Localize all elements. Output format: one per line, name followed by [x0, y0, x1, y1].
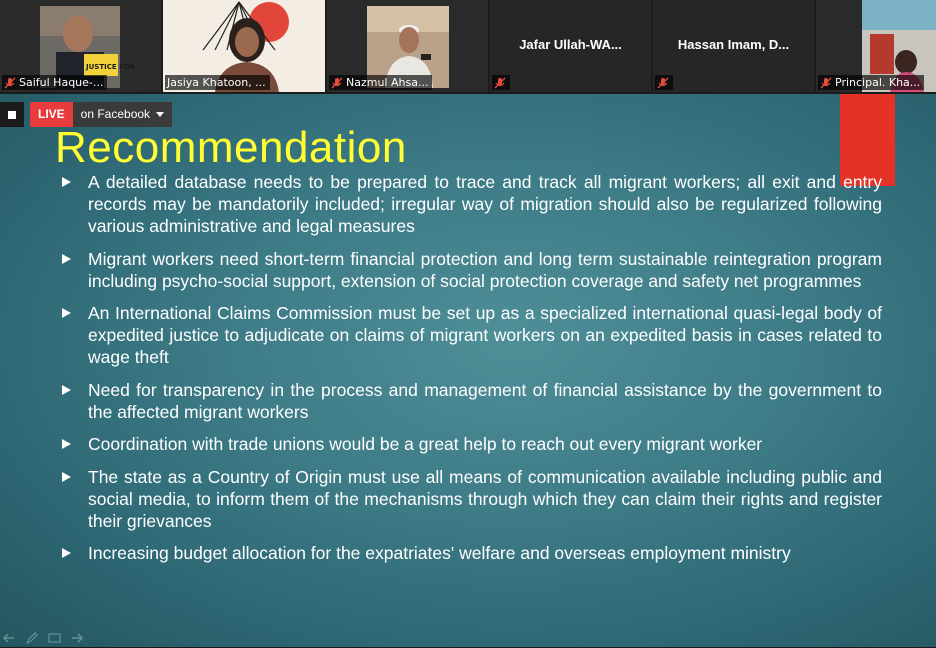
participant-tile-4[interactable]: [490, 0, 651, 92]
mic-muted-icon: [494, 77, 506, 89]
participant-name: Jasiya Khatoon, ...: [167, 76, 266, 89]
banner-text: JUSTICE FOR: [86, 63, 136, 71]
participant-name: Principal. Kha...: [835, 76, 921, 89]
pen-icon[interactable]: [25, 629, 38, 641]
slides-overview-icon[interactable]: [48, 629, 61, 641]
live-destination-label: on Facebook: [80, 107, 151, 121]
participant-tile-2[interactable]: [163, 0, 325, 92]
list-item: [60, 248, 882, 292]
mic-muted-icon: [657, 77, 669, 89]
participant-tile-3[interactable]: [327, 0, 488, 92]
participant-nameplate: [165, 75, 270, 90]
bullet-arrow-icon: [62, 548, 71, 558]
participant-display-name: Hassan Imam, D...: [677, 37, 790, 52]
bullet-arrow-icon: [62, 177, 71, 187]
participant-nameplate: [2, 75, 107, 90]
list-item-text: The state as a Country of Origin must use all means of communication available including public and social media, to inform them of the mechanisms through which they can claim their rights and register their grievances: [88, 466, 882, 531]
bullet-arrow-icon: [62, 254, 71, 264]
slideshow-toolbar: [2, 629, 84, 641]
stop-stream-button[interactable]: [0, 102, 24, 127]
stop-icon: [8, 111, 16, 119]
participant-tile-5[interactable]: [653, 0, 814, 92]
list-item: [60, 171, 882, 237]
mic-muted-icon: [820, 77, 832, 89]
list-item: [60, 379, 882, 423]
list-item: [60, 433, 882, 455]
list-item-text: Migrant workers need short-term financial protection and long term sustainable reintegration program including psycho-social support, extension of social protection coverage and safety net programmes: [88, 248, 882, 291]
participant-nameplate: [329, 75, 432, 90]
participant-nameplate: [655, 75, 673, 90]
list-item-text: Need for transparency in the process and management of financial assistance by the government to the affected migrant workers: [88, 379, 882, 422]
participant-tile-6[interactable]: [816, 0, 936, 92]
bullet-arrow-icon: [62, 308, 71, 318]
participant-name: Nazmul Ahsa...: [346, 76, 429, 89]
bullet-arrow-icon: [62, 472, 71, 482]
mic-muted-icon: [4, 77, 16, 89]
list-item: [60, 302, 882, 368]
caret-down-icon: [156, 112, 164, 117]
list-item-text: A detailed database needs to be prepared to trace and track all migrant workers; all exit and entry records may be mandatorily included; irregular way of migration should also be regularized following various administrative and legal measures: [88, 172, 882, 236]
participant-name: Saiful Haque-...: [19, 76, 104, 89]
participant-nameplate: [818, 75, 924, 90]
next-slide-icon[interactable]: [71, 629, 84, 641]
participant-strip: [0, 0, 936, 94]
mic-muted-icon: [331, 77, 343, 89]
bullet-arrow-icon: [62, 385, 71, 395]
list-item-text: Coordination with trade unions would be a great help to reach out every migrant worker: [88, 434, 763, 454]
previous-slide-icon[interactable]: [2, 629, 15, 641]
participant-display-name: Jafar Ullah-WA...: [519, 37, 622, 52]
list-item-text: Increasing budget allocation for the expatriates' welfare and overseas employment ministry: [88, 543, 791, 563]
live-badge: LIVE: [30, 102, 73, 127]
participant-tile-1[interactable]: [0, 0, 161, 92]
list-item: [60, 466, 882, 532]
recommendation-list: [60, 171, 882, 575]
slide-title: Recommendation: [55, 123, 407, 172]
list-item-text: An International Claims Commission must be set up as a specialized international quasi-legal body of expedited justice to adjudicate on claims of migrant workers on an expedited basis in cases related to wage theft: [88, 303, 882, 367]
list-item: [60, 542, 882, 564]
participant-nameplate: [492, 75, 510, 90]
bullet-arrow-icon: [62, 439, 71, 449]
